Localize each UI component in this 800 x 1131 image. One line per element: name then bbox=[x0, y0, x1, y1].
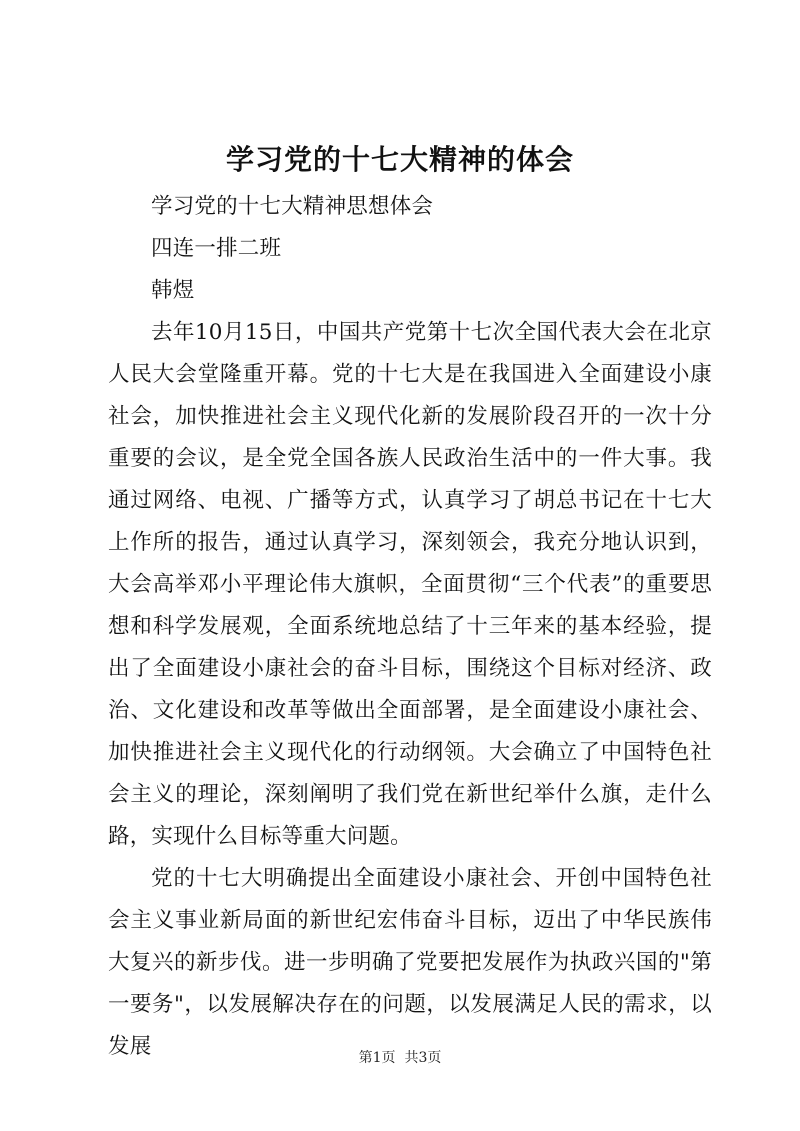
page-footer bbox=[0, 1048, 800, 1068]
body-paragraph: 去年10月15日，中国共产党第十七次全国代表大会在北京人民大会堂隆重开幕。党的十七大是在我国进入全面建设小康社会，加快推进社会主义现代化新的发展阶段召开的一次十分重要的会议，是全党全国各族人民政治生活中的一件大事。我通过网络、电视、广播等方式，认真学习了胡总书记在十七大上作所的报告，通过认真学习，深刻领会，我充分地认识到，大会高举邓小平理论伟大旗帜，全面贯彻“三个代表”的重要思想和科学发展观，全面系统地总结了十三年来的基本经验，提出了全面建设小康社会的奋斗目标，围绕这个目标对经济、政治、文化建设和改革等做出全面部署，是全面建设小康社会、加快推进社会主义现代化的行动纲领。大会确立了中国特色社会主义的理论，深刻阐明了我们党在新世纪举什么旗，走什么路，实现什么目标等重大问题。 bbox=[108, 320, 712, 849]
author-paragraph: 韩煜 bbox=[151, 278, 195, 303]
unit-paragraph: 四连一排二班 bbox=[151, 236, 282, 261]
page-number: 第1页 共3页 bbox=[358, 1050, 442, 1066]
document-body bbox=[108, 186, 712, 1068]
document-title: 学习党的十七大精神的体会 bbox=[225, 143, 574, 176]
body-paragraph: 党的十七大明确提出全面建设小康社会、开创中国特色社会主义事业新局面的新世纪宏伟奋斗目标，迈出了中华民族伟大复兴的新步伐。进一步明确了党要把发展作为执政兴国的"第一要务"，以发展解决存在的问题，以发展满足人民的需求，以发展 bbox=[108, 866, 712, 1059]
subtitle-paragraph: 学习党的十七大精神思想体会 bbox=[151, 194, 434, 219]
